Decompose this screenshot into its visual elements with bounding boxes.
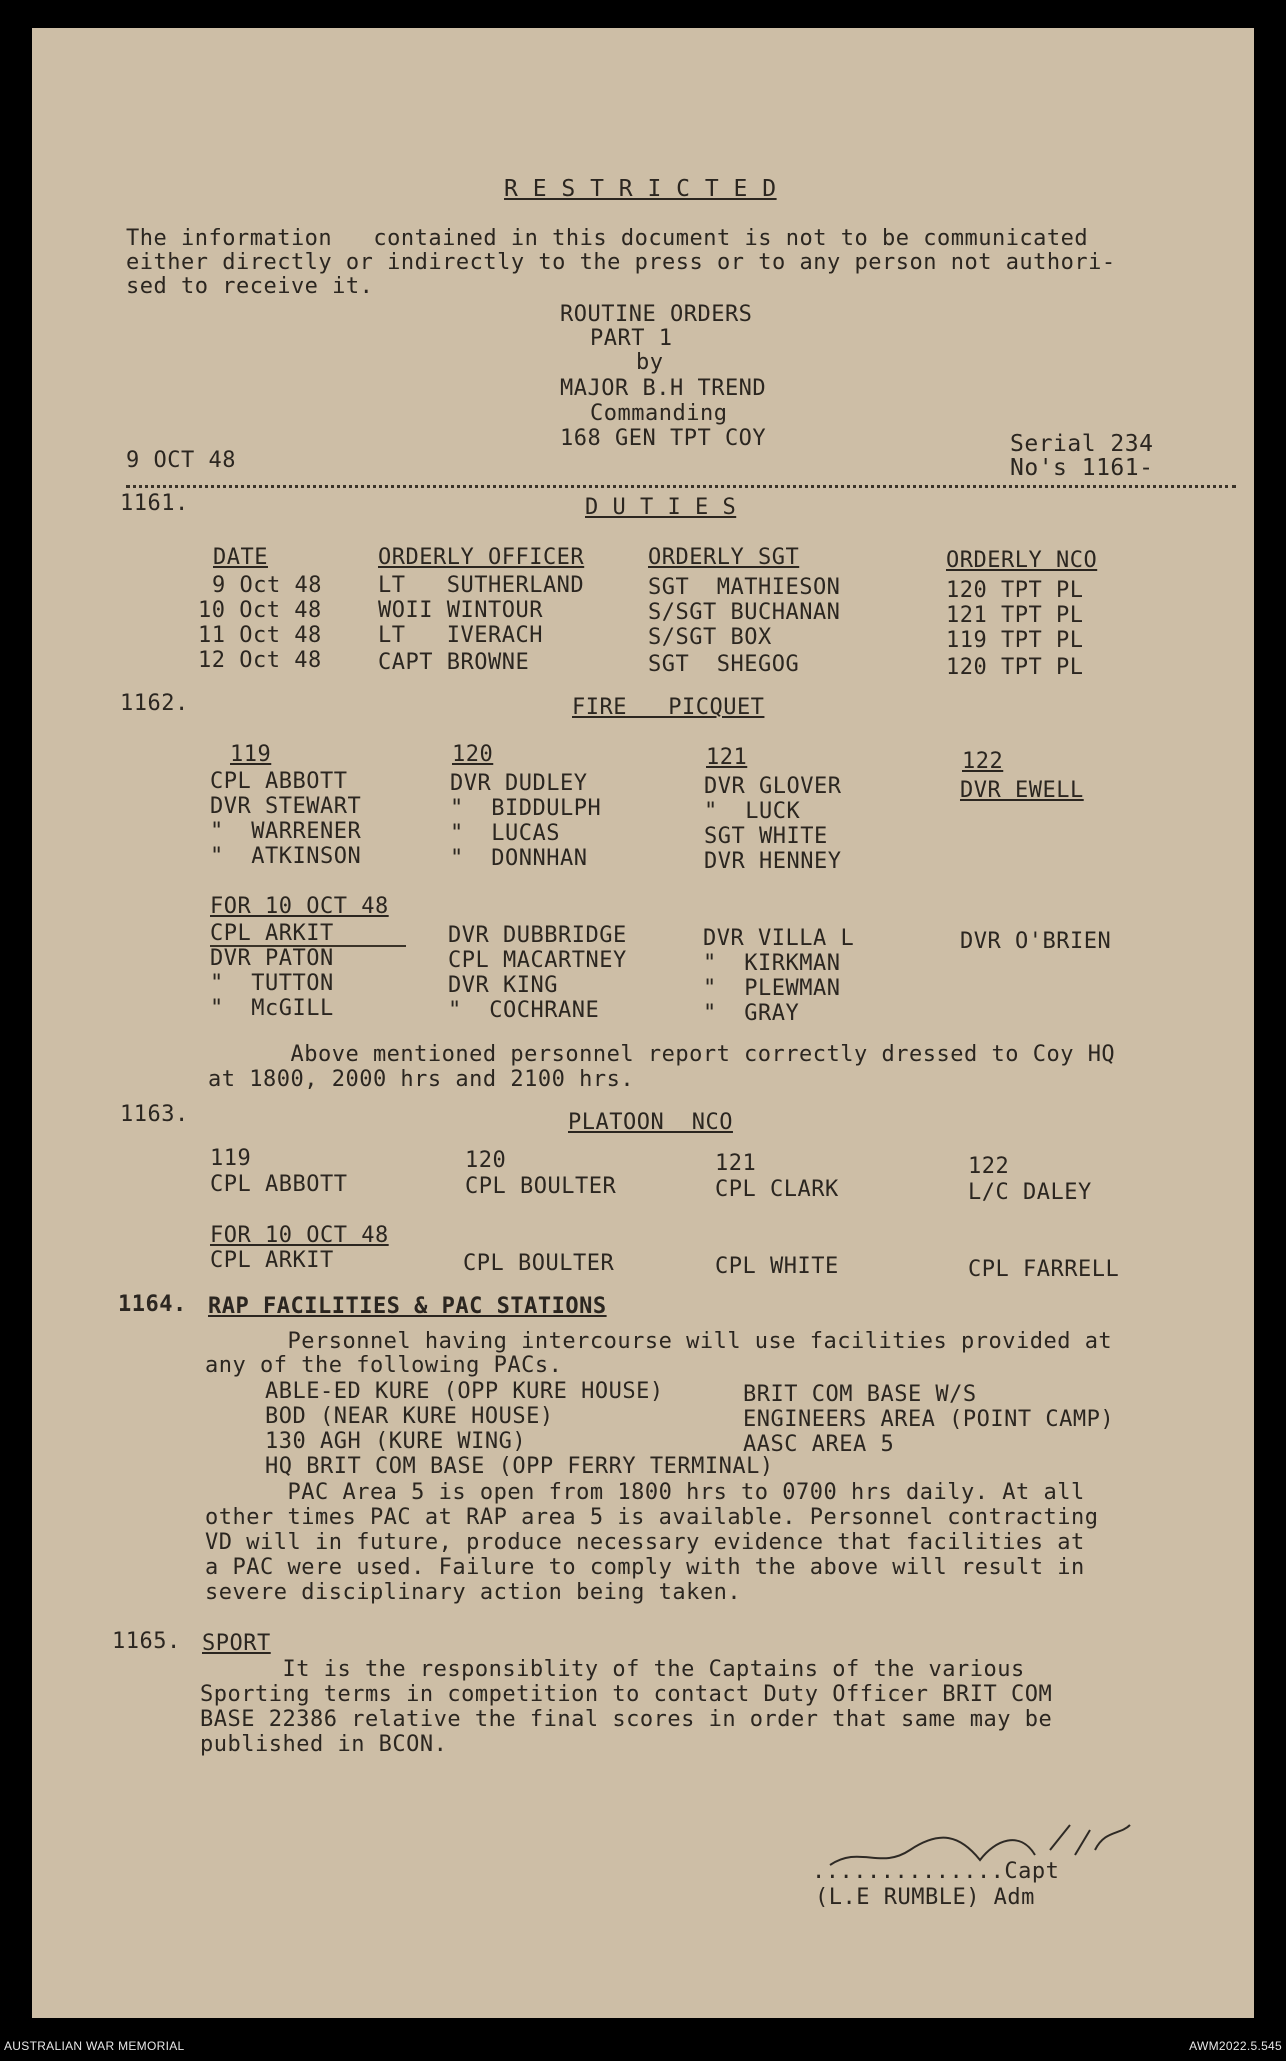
- nco-name: L/C DALEY: [968, 1180, 1092, 1205]
- platoon-number: 122: [968, 1154, 1010, 1179]
- picquet-name: DVR HENNEY: [704, 849, 842, 874]
- duties-cell: 9 Oct 48: [212, 573, 322, 598]
- picquet-name: " PLEWMAN: [703, 976, 841, 1001]
- picquet-name: DVR DUBBRIDGE: [448, 923, 627, 948]
- rap-line: any of the following PACs.: [205, 1353, 563, 1378]
- pac-location: ABLE-ED KURE (OPP KURE HOUSE): [265, 1379, 664, 1404]
- picquet-name: CPL MACARTNEY: [448, 948, 627, 973]
- platoon-number: 120: [452, 742, 494, 767]
- pac-location: BRIT COM BASE W/S: [743, 1382, 977, 1407]
- pac-location: AASC AREA 5: [743, 1432, 895, 1457]
- duties-cell: S/SGT BOX: [648, 625, 772, 650]
- duties-cell: 10 Oct 48: [198, 598, 322, 623]
- nco-name: CPL BOULTER: [463, 1251, 615, 1276]
- notice-line-2: either directly or indirectly to the press or to any person not authori-: [126, 250, 1116, 275]
- signature-name: (L.E RUMBLE) Adm: [815, 1885, 1035, 1910]
- picquet-name: " COCHRANE: [448, 998, 600, 1023]
- sport-line: Sporting terms in competition to contact Duty Officer BRIT COM: [200, 1682, 1053, 1707]
- picquet-name: " LUCK: [704, 799, 801, 824]
- section-number: 1161.: [120, 491, 189, 516]
- duties-cell: 11 Oct 48: [198, 623, 322, 648]
- picquet-name: " ATKINSON: [210, 844, 362, 869]
- sport-line: published in BCON.: [200, 1732, 448, 1757]
- picquet-name: " GRAY: [703, 1001, 800, 1026]
- platoon-number: 120: [465, 1148, 507, 1173]
- picquet-name: " LUCAS: [450, 821, 560, 846]
- title-line: 168 GEN TPT COY: [560, 426, 767, 451]
- rap-body-line: VD will in future, produce necessary evidence that facilities at: [205, 1530, 1085, 1555]
- picquet-note-line: Above mentioned personnel report correctly dressed to Coy HQ: [208, 1042, 1116, 1067]
- picquet-note-line: at 1800, 2000 hrs and 2100 hrs.: [208, 1067, 635, 1092]
- footer-institution: AUSTRALIAN WAR MEMORIAL: [4, 2039, 185, 2053]
- picquet-name: SGT WHITE: [704, 824, 828, 849]
- picquet-name: " WARRENER: [210, 819, 362, 844]
- picquet-name: CPL ARKIT: [210, 921, 334, 946]
- duties-col-date: DATE: [213, 545, 268, 570]
- nco-name: CPL FARRELL: [968, 1257, 1120, 1282]
- duties-col-sgt: ORDERLY SGT: [648, 545, 800, 570]
- platoon-number: 122: [962, 749, 1004, 774]
- notice-line-3: sed to receive it.: [126, 274, 374, 299]
- section-number: 1165.: [112, 1629, 181, 1654]
- picquet-name: CPL ABBOTT: [210, 769, 348, 794]
- title-line: PART 1: [590, 326, 673, 351]
- pac-location: ENGINEERS AREA (POINT CAMP): [743, 1407, 1115, 1432]
- rap-body-line: other times PAC at RAP area 5 is available. Personnel contracting: [205, 1505, 1099, 1530]
- picquet-name: DVR KING: [448, 973, 558, 998]
- duties-cell: 120 TPT PL: [946, 655, 1084, 680]
- signature-rank: ..............Capt: [812, 1859, 1060, 1884]
- title-line: MAJOR B.H TREND: [560, 376, 767, 401]
- nco-name: CPL WHITE: [715, 1254, 839, 1279]
- duties-cell: 120 TPT PL: [946, 578, 1084, 603]
- duties-col-officer: ORDERLY OFFICER: [378, 545, 585, 570]
- classification-heading: R E S T R I C T E D: [504, 176, 777, 202]
- nco-name: CPL BOULTER: [465, 1174, 617, 1199]
- rap-body-line: severe disciplinary action being taken.: [205, 1580, 742, 1605]
- pac-location: HQ BRIT COM BASE (OPP FERRY TERMINAL): [265, 1454, 774, 1479]
- duties-cell: LT SUTHERLAND: [378, 573, 585, 598]
- picquet-name: DVR VILLA L: [703, 926, 855, 951]
- nco-name: CPL CLARK: [715, 1177, 839, 1202]
- duties-col-nco: ORDERLY NCO: [946, 548, 1098, 573]
- section-heading-sport: SPORT: [202, 1631, 271, 1656]
- picquet-name: " DONNHAN: [450, 846, 588, 871]
- duties-cell: LT IVERACH: [378, 623, 543, 648]
- section-heading-duties: D U T I E S: [585, 495, 737, 520]
- separator-line: [126, 485, 1236, 488]
- picquet-name: " TUTTON: [210, 971, 334, 996]
- duties-cell: WOII WINTOUR: [378, 598, 543, 623]
- picquet-name: " McGILL: [210, 996, 334, 1021]
- duties-cell: SGT MATHIESON: [648, 575, 841, 600]
- picquet-name: DVR PATON: [210, 946, 334, 971]
- picquet-name: DVR STEWART: [210, 794, 362, 819]
- section-number: 1163.: [120, 1102, 189, 1127]
- picquet-name: DVR O'BRIEN: [960, 929, 1112, 954]
- picquet-date-label: FOR 10 OCT 48: [210, 894, 389, 919]
- duties-cell: CAPT BROWNE: [378, 650, 530, 675]
- duties-cell: 119 TPT PL: [946, 628, 1084, 653]
- duties-cell: 12 Oct 48: [198, 648, 322, 673]
- section-number: 1164.: [118, 1292, 187, 1317]
- picquet-name: " KIRKMAN: [703, 951, 841, 976]
- duties-cell: SGT SHEGOG: [648, 652, 800, 677]
- picquet-name: DVR EWELL: [960, 778, 1084, 803]
- nco-name: CPL ABBOTT: [210, 1172, 348, 1197]
- platoon-number: 121: [715, 1151, 757, 1176]
- footer-accession-number: AWM2022.5.545: [1189, 2039, 1282, 2053]
- rap-body-line: a PAC were used. Failure to comply with the above will result in: [205, 1555, 1085, 1580]
- picquet-name: DVR GLOVER: [704, 774, 842, 799]
- platoon-number: 121: [706, 745, 748, 770]
- sport-line: BASE 22386 relative the final scores in order that same may be: [200, 1707, 1053, 1732]
- platoon-number: 119: [230, 742, 272, 767]
- section-heading-fire-picquet: FIRE PICQUET: [572, 695, 765, 720]
- notice-line-1: The information contained in this document is not to be communicated: [126, 226, 1089, 251]
- title-line: by: [636, 350, 664, 375]
- platoon-number: 119: [210, 1146, 252, 1171]
- title-line: ROUTINE ORDERS: [560, 302, 753, 327]
- section-heading-platoon-nco: PLATOON NCO: [568, 1110, 733, 1135]
- serial-number: Serial 234: [1010, 431, 1154, 457]
- order-numbers: No's 1161-: [1010, 455, 1154, 481]
- section-heading-rap: RAP FACILITIES & PAC STATIONS: [208, 1294, 607, 1319]
- nco-date-label: FOR 10 OCT 48: [210, 1223, 389, 1248]
- pac-location: 130 AGH (KURE WING): [265, 1429, 527, 1454]
- picquet-name: " BIDDULPH: [450, 796, 602, 821]
- order-date: 9 OCT 48: [126, 448, 236, 473]
- sport-line: It is the responsiblity of the Captains of the various: [200, 1657, 1025, 1682]
- title-line: Commanding: [590, 401, 728, 426]
- nco-name: CPL ARKIT: [210, 1248, 334, 1273]
- rap-line: Personnel having intercourse will use facilities provided at: [205, 1329, 1113, 1354]
- rap-body-line: PAC Area 5 is open from 1800 hrs to 0700 hrs daily. At all: [205, 1480, 1085, 1505]
- duties-cell: S/SGT BUCHANAN: [648, 600, 841, 625]
- duties-cell: 121 TPT PL: [946, 603, 1084, 628]
- picquet-name: DVR DUDLEY: [450, 771, 588, 796]
- pac-location: BOD (NEAR KURE HOUSE): [265, 1404, 554, 1429]
- section-number: 1162.: [120, 691, 189, 716]
